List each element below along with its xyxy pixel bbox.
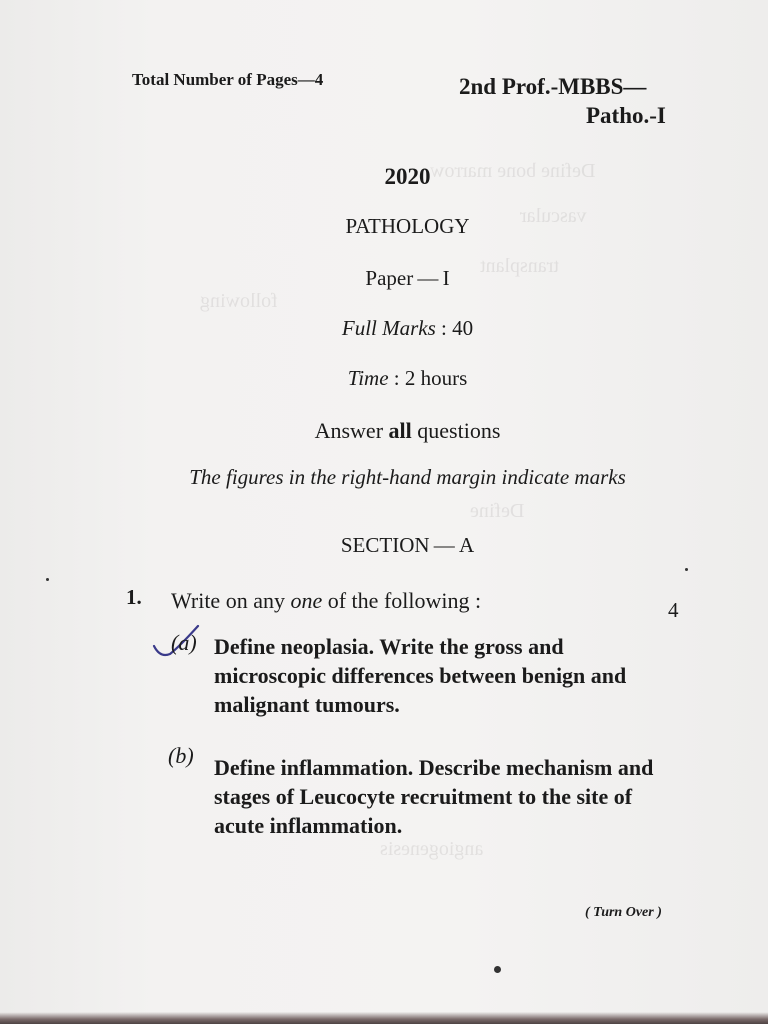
total-pages: Total Number of Pages—4	[132, 70, 324, 89]
paper-number: Paper — I	[365, 266, 450, 290]
show-through-text: angiogenesis	[380, 838, 484, 860]
option-a-text: Define neoplasia. Write the gross and microscopic differences between benign and malignant tumours.	[214, 634, 627, 717]
option-b-label-text: (b)	[168, 743, 194, 768]
show-through-text: Define bone marrow	[430, 160, 596, 182]
option-a-label	[171, 630, 197, 656]
show-through-text: transplant	[480, 255, 559, 277]
question-marks: 4	[668, 598, 679, 622]
show-through-text: following	[200, 290, 278, 312]
page-edge-shadow	[0, 1012, 768, 1024]
option-b-text: Define inflammation. Describe mechanism and stages of Leucocyte recruitment to the site of acute inflammation.	[214, 755, 654, 838]
show-through-text: Define	[470, 500, 525, 522]
question-number: 1.	[126, 585, 142, 609]
full-marks-label: Full Marks	[341, 316, 436, 340]
turn-over-note: ( Turn Over )	[585, 905, 662, 920]
show-through-text: vascular	[520, 205, 587, 227]
time-label: Time	[347, 366, 389, 390]
question-text-start: Write on any	[171, 588, 291, 613]
full-marks-value: : 40	[441, 316, 474, 340]
exam-time	[0, 366, 768, 391]
instruction-emphasis: all	[388, 418, 412, 443]
section-title: SECTION — A	[340, 533, 475, 557]
exam-year: 2020	[384, 164, 431, 189]
option-a-label-text: (a)	[171, 630, 197, 655]
question-text-end: of the following :	[322, 588, 482, 613]
time-value: : 2 hours	[393, 366, 468, 390]
course-code: Patho.-I	[586, 103, 666, 128]
instruction-text-end: questions	[411, 418, 501, 443]
instruction	[0, 418, 768, 444]
course-name: 2nd Prof.-MBBS—	[459, 74, 647, 99]
instruction-text: Answer	[314, 418, 389, 443]
ink-speck	[494, 966, 501, 973]
option-b-label	[168, 743, 194, 769]
exam-subject: PATHOLOGY	[345, 214, 470, 238]
full-marks	[0, 316, 768, 341]
ink-speck	[46, 578, 49, 581]
margin-note: The figures in the right-hand margin indicate marks	[189, 465, 626, 489]
ink-speck	[685, 568, 688, 571]
question-text-emphasis: one	[290, 588, 323, 613]
question-text	[171, 588, 481, 614]
